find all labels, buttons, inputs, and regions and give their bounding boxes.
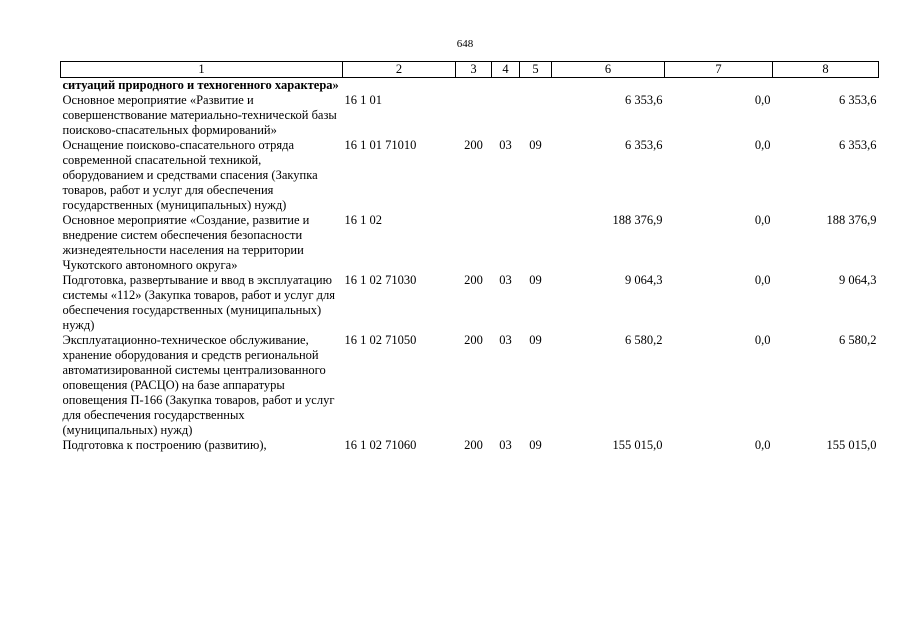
page-number: 648 [456,38,474,50]
table-row [61,273,879,333]
row-col5: 09 [529,138,542,152]
row-col4: 03 [499,273,512,287]
row-col6 [552,78,665,94]
table-row [61,93,879,138]
row-code: 16 1 02 [344,213,382,227]
row-code: 16 1 02 71060 [344,438,417,452]
row-col3: 200 [464,138,483,152]
row-code: 16 1 01 71010 [344,138,417,152]
row-col7: 0,0 [754,438,771,452]
row-col5 [520,78,552,94]
row-col5: 09 [529,438,542,452]
row-col4 [492,93,520,138]
column-header: 2 [343,62,456,78]
table-row [61,138,879,213]
row-name: ситуаций природного и техногенного характера» [62,78,339,92]
row-col4: 03 [499,438,512,452]
table-row [61,438,879,453]
row-col5: 09 [529,333,542,347]
row-col8: 6 353,6 [839,138,877,152]
row-col3: 200 [464,273,483,287]
row-col7 [665,78,773,94]
table-row [61,333,879,438]
row-col7: 0,0 [754,138,771,152]
column-header: 4 [492,62,520,78]
row-col3 [456,93,492,138]
column-header: 3 [456,62,492,78]
row-code [343,78,456,94]
row-col7: 0,0 [754,273,771,287]
row-name: Основное мероприятие «Развитие и совершенствование материально-технической базы поисково-спасательных формирований» [62,93,337,137]
row-name: Подготовка, развертывание и ввод в эксплуатацию системы «112» (Закупка товаров, работ и услуг для обеспечения государственных (муниципальных) нужд) [62,273,336,332]
row-col4: 03 [499,333,512,347]
row-col3 [456,78,492,94]
row-col6: 9 064,3 [625,273,663,287]
budget-table [60,61,879,453]
table-row [61,213,879,273]
row-col6: 6 353,6 [625,93,663,107]
row-col8: 6 353,6 [839,93,877,107]
column-header: 6 [552,62,665,78]
row-col8: 6 580,2 [839,333,877,347]
table-row [61,78,879,94]
column-header: 1 [61,62,343,78]
row-col5: 09 [529,273,542,287]
row-col8: 9 064,3 [839,273,877,287]
row-name: Эксплуатационно-техническое обслуживание, хранение оборудования и средств региональной автоматизированной системы централизованного оповещения (РАСЦО) на базе аппаратуры оповещения П-166 (Закупка товаров, работ и услуг для обеспечения государственных (муниципальных) нужд) [62,333,335,437]
row-code: 16 1 01 [344,93,382,107]
row-col6: 6 353,6 [625,138,663,152]
row-col5 [520,213,552,273]
row-col4: 03 [499,138,512,152]
row-col7: 0,0 [754,333,771,347]
row-col3: 200 [464,438,483,452]
row-col8 [773,78,879,94]
row-name: Основное мероприятие «Создание, развитие и внедрение систем обеспечения безопасности жизнедеятельности населения на территории Чукотского автономного округа» [62,213,310,272]
row-col4 [492,213,520,273]
row-code: 16 1 02 71030 [344,273,417,287]
row-col6: 188 376,9 [612,213,663,227]
row-name: Оснащение поисково-спасательного отряда современной спасательной техникой, оборудованием и средствами спасения (Закупка товаров, работ и услуг для обеспечения государственных (муниципальных) нужд) [62,138,318,212]
row-col5 [520,93,552,138]
row-col6: 6 580,2 [625,333,663,347]
column-header: 5 [520,62,552,78]
row-col8: 188 376,9 [826,213,877,227]
row-col4 [492,78,520,94]
column-header: 8 [773,62,879,78]
column-number-row [61,62,879,78]
row-col7: 0,0 [754,93,771,107]
row-col7: 0,0 [754,213,771,227]
row-code: 16 1 02 71050 [344,333,417,347]
row-col3 [456,213,492,273]
row-col6: 155 015,0 [612,438,663,452]
row-col3: 200 [464,333,483,347]
row-name: Подготовка к построению (развитию), [62,438,267,452]
row-col8: 155 015,0 [826,438,877,452]
column-header: 7 [665,62,773,78]
